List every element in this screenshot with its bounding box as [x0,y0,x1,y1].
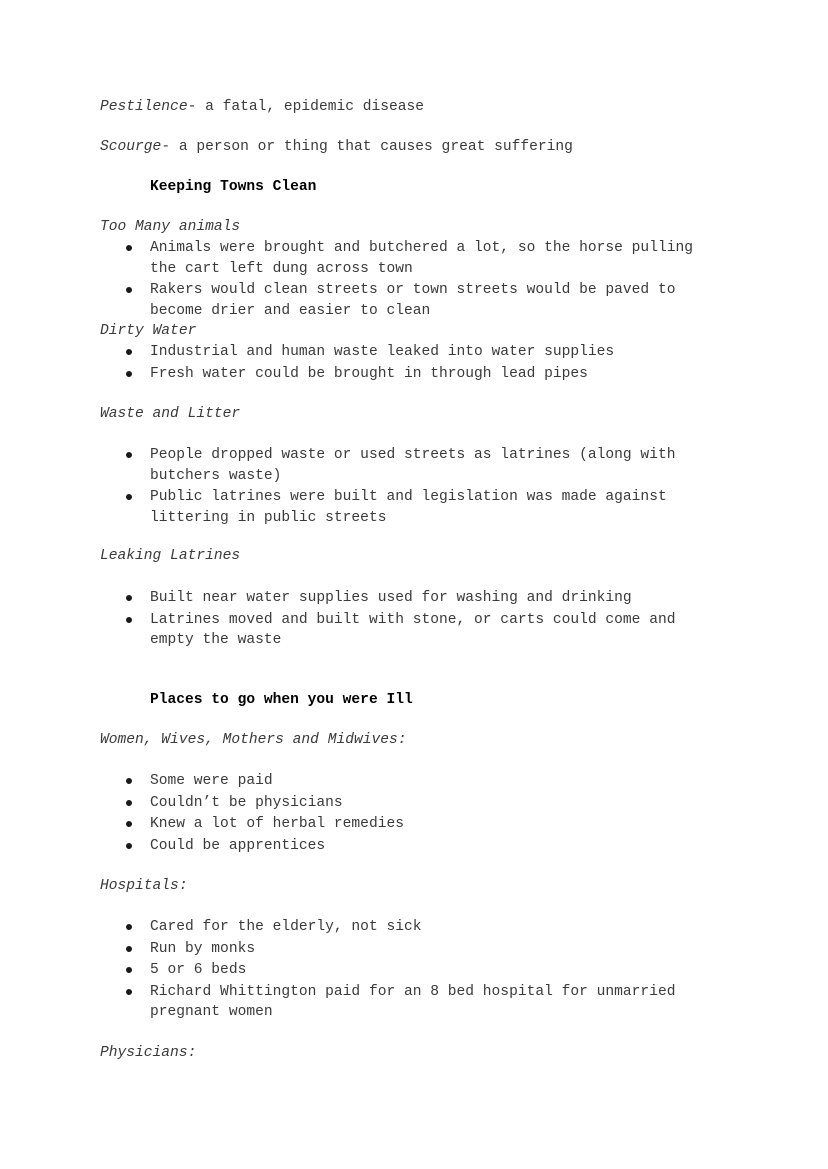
subheading-dirty-water: Dirty Water [100,323,197,339]
list-item-text: Latrines moved and built with stone, or carts could come and empty the waste [150,611,676,648]
bullet-list-dirty-water [0,342,828,385]
list-item-text: Run by monks [150,940,256,957]
bullet-icon [126,946,132,952]
list-item [0,939,720,960]
list-item [0,610,720,651]
bullet-icon [126,371,132,377]
definition-term: Scourge [100,139,162,155]
section-heading-keeping-towns-clean: Keeping Towns Clean [150,179,317,195]
list-item [0,917,720,938]
bullet-icon [126,452,132,458]
list-item-text: Knew a lot of herbal remedies [150,816,404,832]
definition-text: - a fatal, epidemic disease [187,99,425,115]
bullet-icon [126,287,132,293]
list-item [0,342,720,363]
list-item-text: Built near water supplies used for washing and drinking [150,590,632,606]
list-item-text: Could be apprentices [150,837,326,854]
list-item [0,364,720,385]
bullet-list-leaking-latrines [0,588,828,652]
subheading-waste-and-litter: Waste and Litter [100,406,241,422]
list-item-text: Industrial and human waste leaked into water supplies [150,344,615,360]
list-item [0,588,720,609]
list-item-text: People dropped waste or used streets as latrines (along with butchers waste) [150,447,676,484]
bullet-icon [126,349,132,355]
section-heading-places-when-ill: Places to go when you were Ill [150,692,413,708]
list-item-text: Rakers would clean streets or town streets would be paved to become drier and easier to clean [150,282,676,319]
list-item [0,445,720,486]
list-item [0,814,720,835]
definition-text: - a person or thing that causes great suffering [161,139,573,155]
list-item-text: Cared for the elderly, not sick [150,919,422,935]
subheading-hospitals: Hospitals: [100,878,188,894]
subheading-women-midwives: Women, Wives, Mothers and Midwives: [100,732,407,748]
list-item [0,982,720,1023]
subheading-leaking-latrines: Leaking Latrines [100,548,241,564]
bullet-list-women-midwives [0,771,828,857]
bullet-icon [126,924,132,930]
bullet-icon [126,778,132,784]
bullet-icon [126,843,132,849]
list-item [0,793,720,814]
bullet-list-too-many-animals [0,238,828,322]
list-item-text: Public latrines were built and legislation was made against littering in public streets [150,489,667,526]
list-item [0,238,720,279]
list-item [0,836,720,857]
list-item [0,280,720,321]
bullet-list-hospitals [0,917,828,1024]
bullet-icon [126,967,132,973]
list-item-text: Animals were brought and butchered a lot, so the horse pulling the cart left dung across town [150,240,693,277]
definition-term: Pestilence [100,99,188,115]
subheading-too-many-animals: Too Many animals [100,219,241,235]
subheading-physicians: Physicians: [100,1045,197,1061]
bullet-icon [126,245,132,251]
bullet-icon [126,617,132,623]
definition-pestilence [100,97,424,117]
bullet-icon [126,800,132,806]
list-item-text: Fresh water could be brought in through lead pipes [150,365,588,382]
bullet-list-waste-and-litter [0,445,828,529]
list-item [0,771,720,792]
list-item-text: 5 or 6 beds [150,962,247,978]
bullet-icon [126,821,132,827]
list-item-text: Some were paid [150,773,273,789]
list-item [0,960,720,981]
definition-scourge [100,137,573,157]
bullet-icon [126,494,132,500]
bullet-icon [126,989,132,995]
list-item-text: Couldn’t be physicians [150,794,343,811]
list-item [0,487,720,528]
list-item-text: Richard Whittington paid for an 8 bed hospital for unmarried pregnant women [150,983,676,1020]
bullet-icon [126,595,132,601]
